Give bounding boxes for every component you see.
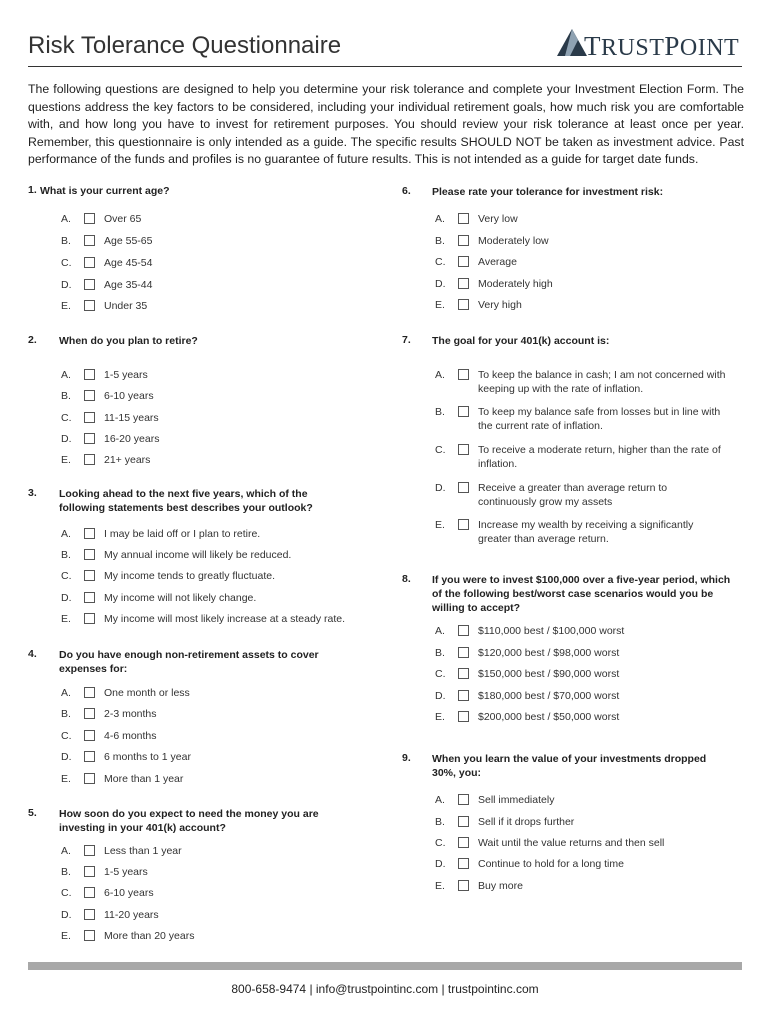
answer-option[interactable]	[435, 816, 735, 830]
option-letter: B.	[435, 235, 445, 247]
question-text: Looking ahead to the next five years, which of the following statements best describes your outlook?	[59, 488, 313, 514]
option-letter: E.	[435, 880, 445, 892]
option-checkbox[interactable]	[458, 668, 469, 679]
answer-option[interactable]	[435, 519, 735, 545]
option-label: 11-20 years	[104, 909, 159, 921]
option-letter: C.	[61, 730, 72, 742]
question-text: Please rate your tolerance for investment risk:	[432, 186, 664, 198]
option-label: 1-5 years	[104, 866, 148, 878]
answer-option[interactable]	[61, 257, 361, 271]
answer-option[interactable]	[61, 549, 361, 563]
option-label: To keep my balance safe from losses but in line with the current rate of inflation.	[478, 406, 721, 432]
answer-option[interactable]	[61, 213, 361, 227]
option-letter: D.	[61, 433, 72, 445]
question-number: 8.	[402, 573, 411, 585]
option-letter: E.	[435, 299, 445, 311]
footer-bar	[28, 962, 742, 970]
answer-option[interactable]	[61, 845, 361, 859]
option-letter: C.	[435, 444, 446, 456]
option-letter: D.	[61, 751, 72, 763]
option-checkbox[interactable]	[84, 454, 95, 465]
option-checkbox[interactable]	[458, 625, 469, 636]
question-text: Do you have enough non-retirement assets to cover expenses for:	[59, 649, 319, 675]
option-label: Age 35-44	[104, 279, 153, 291]
page-title: Risk Tolerance Questionnaire	[28, 32, 342, 59]
option-letter: A.	[435, 213, 445, 225]
answer-option[interactable]	[61, 887, 361, 901]
option-letter: C.	[435, 256, 446, 268]
option-label: Age 45-54	[104, 257, 153, 269]
answer-option[interactable]	[61, 592, 361, 606]
answer-option[interactable]	[61, 528, 361, 542]
option-label: Wait until the value returns and then sell	[478, 837, 665, 849]
option-checkbox[interactable]	[84, 300, 95, 311]
option-label: Sell if it drops further	[478, 816, 575, 828]
option-label: To receive a moderate return, higher than the rate of inflation.	[478, 444, 721, 470]
option-checkbox[interactable]	[458, 256, 469, 267]
option-checkbox[interactable]	[84, 528, 95, 539]
option-label: Receive a greater than average return to continuously grow my assets	[478, 482, 668, 508]
option-letter: E.	[61, 300, 71, 312]
option-checkbox[interactable]	[84, 687, 95, 698]
option-checkbox[interactable]	[458, 711, 469, 722]
option-letter: A.	[61, 528, 71, 540]
option-label: Age 55-65	[104, 235, 153, 247]
option-label: $150,000 best / $90,000 worst	[478, 668, 620, 680]
answer-option[interactable]	[435, 647, 735, 661]
option-checkbox[interactable]	[84, 773, 95, 784]
option-label: Average	[478, 256, 517, 268]
question-text: The goal for your 401(k) account is:	[432, 335, 610, 347]
answer-option[interactable]	[435, 858, 735, 872]
option-label: More than 20 years	[104, 930, 195, 942]
option-label: One month or less	[104, 687, 190, 699]
option-letter: C.	[435, 837, 446, 849]
option-checkbox[interactable]	[84, 235, 95, 246]
question-number: 7.	[402, 334, 411, 346]
option-label: 16-20 years	[104, 433, 160, 445]
option-checkbox[interactable]	[84, 930, 95, 941]
option-checkbox[interactable]	[84, 213, 95, 224]
option-letter: A.	[435, 369, 445, 381]
answer-option[interactable]	[435, 794, 735, 808]
answer-option[interactable]	[61, 773, 361, 787]
question-text: How soon do you expect to need the money you are investing in your 401(k) account?	[59, 808, 319, 834]
option-letter: D.	[61, 279, 72, 291]
question-number: 1.	[28, 184, 37, 196]
option-letter: B.	[61, 708, 71, 720]
option-letter: D.	[435, 690, 446, 702]
answer-option[interactable]	[61, 730, 361, 744]
option-checkbox[interactable]	[84, 549, 95, 560]
answer-option[interactable]	[435, 482, 735, 508]
question-number: 5.	[28, 807, 37, 819]
answer-option[interactable]	[435, 256, 735, 270]
option-label: Over 65	[104, 213, 142, 225]
option-checkbox[interactable]	[458, 482, 469, 493]
option-letter: A.	[61, 213, 71, 225]
option-checkbox[interactable]	[84, 279, 95, 290]
option-checkbox[interactable]	[84, 613, 95, 624]
option-checkbox[interactable]	[458, 406, 469, 417]
answer-option[interactable]	[61, 235, 361, 249]
option-letter: E.	[435, 519, 445, 531]
option-checkbox[interactable]	[84, 866, 95, 877]
title-divider	[28, 66, 742, 67]
answer-option[interactable]	[61, 687, 361, 701]
question-text: If you were to invest $100,000 over a five-year period, which of the following best/worst case scenarios would you be willing to accept?	[432, 574, 731, 614]
answer-option[interactable]	[61, 369, 361, 383]
option-label: Increase my wealth by receiving a significantly greater than average return.	[478, 519, 694, 545]
intro-paragraph: The following questions are designed to help you determine your risk tolerance and complete your Investment Election Form. The questions address the key factors to be considered, including your individual retirement goals, how much risk you are comfortable with, and how long you have to invest for retirement purposes. You should review your risk tolerance at least once per year. Remember, this questionnaire is only intended as a guide. The specific results SHOULD NOT be taken as investment advice. Past performance of the funds and profiles is no guarantee of future results. This is not intended as a guide for target date funds.	[28, 82, 744, 166]
question-number: 2.	[28, 334, 37, 346]
option-label: $200,000 best / $50,000 worst	[478, 711, 620, 723]
option-letter: C.	[61, 570, 72, 582]
option-checkbox[interactable]	[458, 858, 469, 869]
option-label: Sell immediately	[478, 794, 555, 806]
option-checkbox[interactable]	[458, 690, 469, 701]
option-letter: C.	[61, 887, 72, 899]
option-label: Continue to hold for a long time	[478, 858, 624, 870]
option-checkbox[interactable]	[458, 816, 469, 827]
option-checkbox[interactable]	[84, 751, 95, 762]
answer-option[interactable]	[61, 454, 361, 468]
option-letter: A.	[61, 369, 71, 381]
option-letter: D.	[61, 592, 72, 604]
option-checkbox[interactable]	[458, 647, 469, 658]
option-letter: C.	[61, 412, 72, 424]
option-label: My income will not likely change.	[104, 592, 257, 604]
option-checkbox[interactable]	[84, 257, 95, 268]
option-letter: E.	[61, 773, 71, 785]
option-checkbox[interactable]	[84, 433, 95, 444]
option-label: 6 months to 1 year	[104, 751, 191, 763]
answer-option[interactable]	[61, 613, 361, 627]
question-number: 6.	[402, 185, 411, 197]
answer-option[interactable]	[435, 235, 735, 249]
answer-option[interactable]	[435, 406, 735, 432]
option-label: My income tends to greatly fluctuate.	[104, 570, 275, 582]
option-checkbox[interactable]	[458, 299, 469, 310]
option-label: Very high	[478, 299, 522, 311]
option-checkbox[interactable]	[458, 213, 469, 224]
logo-text: TRUSTPOINT	[584, 31, 740, 61]
option-label: My income will most likely increase at a steady rate.	[104, 613, 346, 625]
option-letter: B.	[61, 549, 71, 561]
option-label: $180,000 best / $70,000 worst	[478, 690, 620, 702]
answer-option[interactable]	[61, 708, 361, 722]
answer-option[interactable]	[61, 433, 361, 447]
option-label: Moderately high	[478, 278, 553, 290]
answer-option[interactable]	[61, 930, 361, 944]
answer-option[interactable]	[435, 668, 735, 682]
answer-option[interactable]	[61, 909, 361, 923]
option-label: To keep the balance in cash; I am not concerned with keeping up with the rate of inflation.	[478, 369, 726, 395]
option-checkbox[interactable]	[84, 592, 95, 603]
option-letter: D.	[435, 278, 446, 290]
option-letter: D.	[435, 858, 446, 870]
option-checkbox[interactable]	[84, 909, 95, 920]
option-checkbox[interactable]	[84, 412, 95, 423]
option-label: 6-10 years	[104, 887, 154, 899]
answer-option[interactable]	[435, 625, 735, 639]
answer-option[interactable]	[61, 412, 361, 426]
question-number: 4.	[28, 648, 37, 660]
option-label: 21+ years	[104, 454, 151, 466]
option-label: 4-6 months	[104, 730, 157, 742]
answer-option[interactable]	[61, 866, 361, 880]
option-checkbox[interactable]	[84, 708, 95, 719]
option-letter: A.	[435, 625, 445, 637]
option-checkbox[interactable]	[84, 845, 95, 856]
option-letter: B.	[435, 647, 445, 659]
answer-option[interactable]	[61, 390, 361, 404]
option-letter: B.	[435, 816, 445, 828]
option-letter: B.	[61, 390, 71, 402]
option-letter: E.	[61, 454, 71, 466]
answer-option[interactable]	[435, 369, 735, 395]
option-label: Buy more	[478, 880, 523, 892]
option-label: 2-3 months	[104, 708, 157, 720]
option-checkbox[interactable]	[458, 519, 469, 530]
answer-option[interactable]	[435, 213, 735, 227]
option-label: Very low	[478, 213, 518, 225]
option-checkbox[interactable]	[84, 730, 95, 741]
option-letter: A.	[61, 845, 71, 857]
option-checkbox[interactable]	[458, 278, 469, 289]
answer-option[interactable]	[435, 444, 735, 470]
option-label: 11-15 years	[104, 412, 159, 424]
answer-option[interactable]	[435, 299, 735, 313]
option-label: Less than 1 year	[104, 845, 182, 857]
question-text: What is your current age?	[40, 185, 170, 197]
question-number: 3.	[28, 487, 37, 499]
option-checkbox[interactable]	[458, 880, 469, 891]
option-checkbox[interactable]	[458, 794, 469, 805]
option-letter: A.	[435, 794, 445, 806]
answer-option[interactable]	[435, 278, 735, 292]
option-label: 6-10 years	[104, 390, 154, 402]
answer-option[interactable]	[61, 751, 361, 765]
option-checkbox[interactable]	[458, 837, 469, 848]
option-letter: E.	[435, 711, 445, 723]
option-letter: C.	[61, 257, 72, 269]
option-letter: E.	[61, 613, 71, 625]
answer-option[interactable]	[435, 690, 735, 704]
option-checkbox[interactable]	[84, 887, 95, 898]
question-number: 9.	[402, 752, 411, 764]
answer-option[interactable]	[435, 711, 735, 725]
option-letter: B.	[61, 866, 71, 878]
option-checkbox[interactable]	[84, 570, 95, 581]
option-checkbox[interactable]	[458, 235, 469, 246]
option-label: More than 1 year	[104, 773, 184, 785]
option-label: 1-5 years	[104, 369, 148, 381]
option-checkbox[interactable]	[84, 369, 95, 380]
option-label: Moderately low	[478, 235, 549, 247]
option-label: $110,000 best / $100,000 worst	[478, 625, 625, 637]
footer-contact: 800-658-9474 | info@trustpointinc.com | trustpointinc.com	[231, 982, 539, 996]
answer-option[interactable]	[435, 880, 735, 894]
option-label: My annual income will likely be reduced.	[104, 549, 292, 561]
option-checkbox[interactable]	[84, 390, 95, 401]
question-text: When do you plan to retire?	[59, 335, 198, 347]
option-label: $120,000 best / $98,000 worst	[478, 647, 620, 659]
question-text: When you learn the value of your investments dropped 30%, you:	[432, 753, 707, 779]
answer-option[interactable]	[435, 837, 735, 851]
option-letter: E.	[61, 930, 71, 942]
option-checkbox[interactable]	[458, 444, 469, 455]
option-label: I may be laid off or I plan to retire.	[104, 528, 261, 540]
answer-option[interactable]	[61, 300, 361, 314]
option-letter: D.	[61, 909, 72, 921]
option-letter: C.	[435, 668, 446, 680]
option-label: Under 35	[104, 300, 148, 312]
option-letter: D.	[435, 482, 446, 494]
option-letter: A.	[61, 687, 71, 699]
option-letter: B.	[435, 406, 445, 418]
option-checkbox[interactable]	[458, 369, 469, 380]
answer-option[interactable]	[61, 279, 361, 293]
answer-option[interactable]	[61, 570, 361, 584]
option-letter: B.	[61, 235, 71, 247]
